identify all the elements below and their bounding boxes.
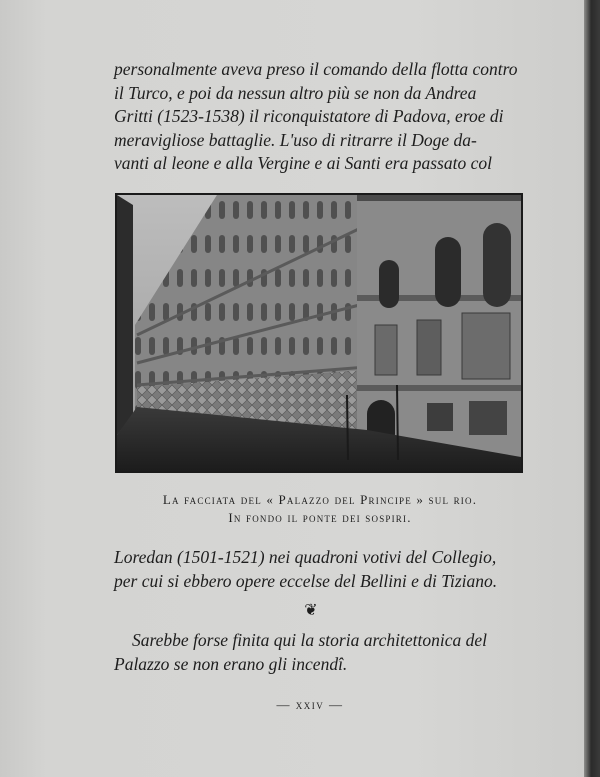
text-line: meravigliose battaglie. L'uso di ritrarre il Doge da- <box>114 129 477 150</box>
text-line: Gritti (1523-1538) il riconquistatore di Padova, eroe di <box>114 106 504 126</box>
text-line: Loredan (1501-1521) nei quadroni votivi del Collegio, <box>114 547 497 567</box>
closing-paragraph <box>114 629 526 676</box>
text-line: Palazzo se non erano gli incendî. <box>114 653 348 674</box>
figure-caption-line-1: La facciata del « Palazzo del Principe » sul rio. <box>162 492 478 507</box>
after-figure-paragraph <box>114 546 526 593</box>
text-line: vanti al leone e alla Vergine e ai Santi era passato col <box>114 153 492 173</box>
text-line: per cui si ebbero opere eccelse del Bellini e di Tiziano. <box>114 570 498 591</box>
page-number: — xxiv — <box>276 697 344 712</box>
text-line: personalmente aveva preso il comando della flotta contro <box>114 59 518 79</box>
intro-paragraph <box>114 58 526 176</box>
figure-caption-line-2: In fondo il ponte dei sospiri. <box>228 510 412 525</box>
text-line: il Turco, e poi da nessun altro più se non da Andrea <box>114 82 477 103</box>
fleuron-ornament-icon: ❦ <box>304 600 318 619</box>
palace-facade-photo <box>115 193 523 473</box>
text-line: Sarebbe forse finita qui la storia architettonica del <box>132 630 487 650</box>
photo-illustration <box>117 195 521 471</box>
book-spine <box>584 0 600 777</box>
